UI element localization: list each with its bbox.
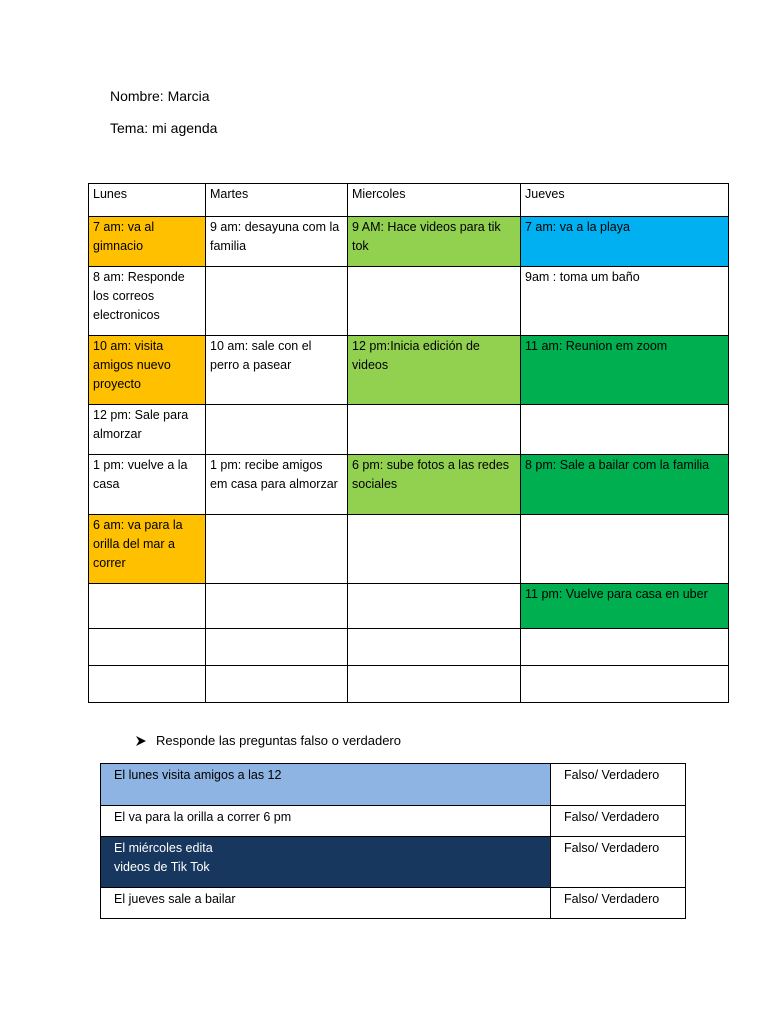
- agenda-cell: 9am : toma um baño: [521, 267, 729, 336]
- agenda-row: [89, 336, 729, 405]
- question-row: [101, 837, 686, 888]
- agenda-cell: 8 pm: Sale a bailar com la familia: [521, 455, 729, 515]
- agenda-cell: [206, 267, 348, 336]
- question-text-content: El miércoles edita videos de Tik Tok: [114, 841, 213, 874]
- agenda-cell: [348, 666, 521, 703]
- question-answer: Falso/ Verdadero: [551, 837, 686, 888]
- topic-title: Tema: mi agenda: [110, 120, 218, 136]
- agenda-cell: 1 pm: vuelve a la casa: [89, 455, 206, 515]
- agenda-cell: 7 am: va a la playa: [521, 217, 729, 267]
- question-row: [101, 764, 686, 806]
- agenda-cell: 10 am: sale con el perro a pasear: [206, 336, 348, 405]
- agenda-cell: [521, 629, 729, 666]
- agenda-cell: 11 pm: Vuelve para casa en uber: [521, 584, 729, 629]
- agenda-cell: [348, 584, 521, 629]
- agenda-cell: 1 pm: recibe amigos em casa para almorzar: [206, 455, 348, 515]
- agenda-cell: 9 am: desayuna com la familia: [206, 217, 348, 267]
- agenda-cell: [348, 267, 521, 336]
- question-text: El jueves sale a bailar: [101, 888, 551, 919]
- questions-prompt: [135, 733, 401, 748]
- agenda-row: [89, 217, 729, 267]
- agenda-cell: 12 pm:Inicia edición de videos: [348, 336, 521, 405]
- agenda-cell: [348, 629, 521, 666]
- agenda-cell: 11 am: Reunion em zoom: [521, 336, 729, 405]
- agenda-cell: [206, 666, 348, 703]
- agenda-cell: [521, 405, 729, 455]
- true-false-table: [100, 763, 686, 919]
- agenda-cell: [521, 666, 729, 703]
- day-header-jueves: Jueves: [521, 184, 729, 217]
- agenda-cell: [348, 515, 521, 584]
- agenda-cell: 6 pm: sube fotos a las redes sociales: [348, 455, 521, 515]
- question-answer: Falso/ Verdadero: [551, 764, 686, 806]
- agenda-cell: 6 am: va para la orilla del mar a correr: [89, 515, 206, 584]
- agenda-row: [89, 629, 729, 666]
- agenda-table: [88, 183, 729, 703]
- agenda-cell: 9 AM: Hace videos para tik tok: [348, 217, 521, 267]
- agenda-row: [89, 267, 729, 336]
- agenda-row: [89, 584, 729, 629]
- question-text: El va para la orilla a correr 6 pm: [101, 806, 551, 837]
- student-name: Nombre: Marcia: [110, 88, 210, 104]
- agenda-cell: [521, 515, 729, 584]
- agenda-cell: [206, 405, 348, 455]
- agenda-cell: [206, 515, 348, 584]
- questions-prompt-text: Responde las preguntas falso o verdadero: [156, 733, 401, 748]
- question-row: [101, 806, 686, 837]
- agenda-cell: [206, 629, 348, 666]
- agenda-row: [89, 515, 729, 584]
- agenda-cell: [206, 584, 348, 629]
- question-row: [101, 888, 686, 919]
- arrow-bullet-icon: [135, 735, 147, 747]
- agenda-row: [89, 666, 729, 703]
- agenda-cell: [89, 584, 206, 629]
- agenda-cell: [348, 405, 521, 455]
- day-header-miercoles: Miercoles: [348, 184, 521, 217]
- agenda-cell: [89, 629, 206, 666]
- question-answer: Falso/ Verdadero: [551, 888, 686, 919]
- question-answer: Falso/ Verdadero: [551, 806, 686, 837]
- question-text: El lunes visita amigos a las 12: [101, 764, 551, 806]
- agenda-cell: 8 am: Responde los correos electronicos: [89, 267, 206, 336]
- agenda-row: [89, 405, 729, 455]
- agenda-row: [89, 455, 729, 515]
- agenda-cell: [89, 666, 206, 703]
- agenda-cell: 12 pm: Sale para almorzar: [89, 405, 206, 455]
- day-header-martes: Martes: [206, 184, 348, 217]
- question-text: [101, 837, 551, 888]
- agenda-cell: 7 am: va al gimnacio: [89, 217, 206, 267]
- day-header-lunes: Lunes: [89, 184, 206, 217]
- agenda-header-row: [89, 184, 729, 217]
- agenda-cell: 10 am: visita amigos nuevo proyecto: [89, 336, 206, 405]
